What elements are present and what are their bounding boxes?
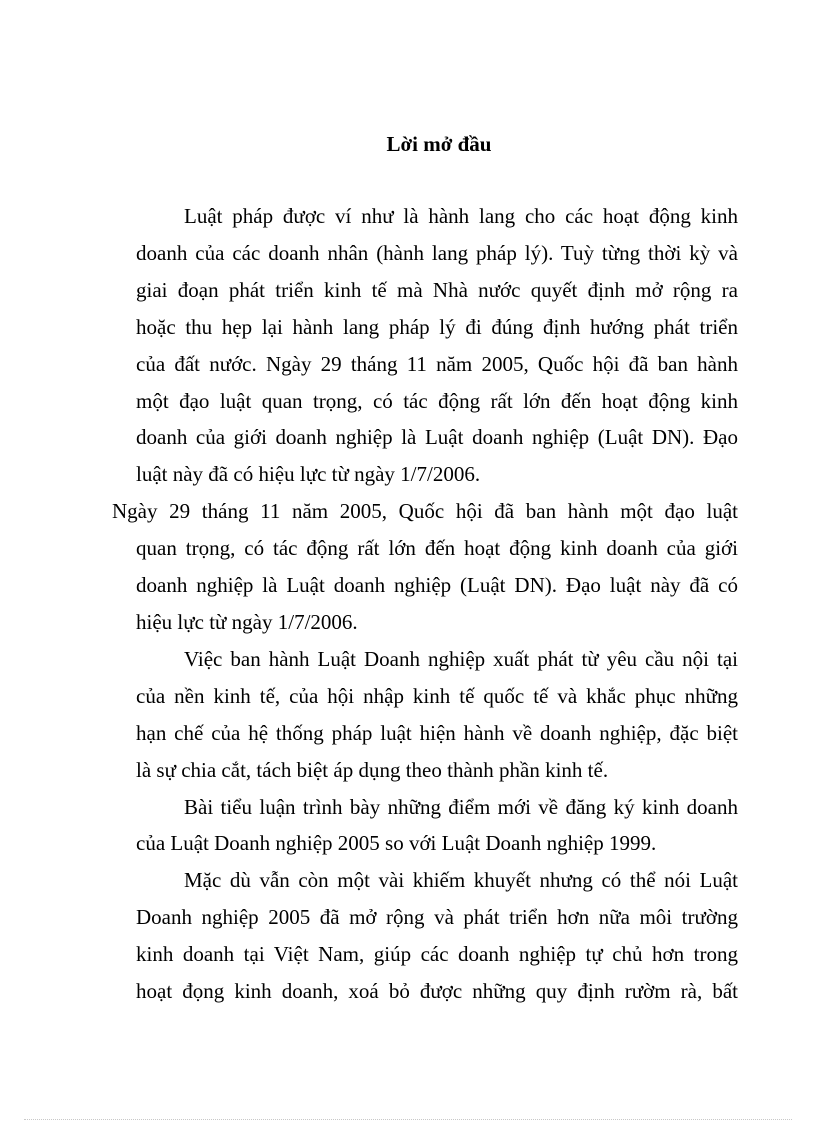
paragraph xyxy=(136,862,738,1010)
text-line: kinh doanh tại Việt Nam, giúp các doanh nghiệp tự chủ hơn trong xyxy=(136,942,738,967)
document-body xyxy=(112,198,738,1010)
text-line: doanh của các doanh nhân (hành lang pháp lý). Tuỳ từng thời kỳ và xyxy=(136,240,738,265)
text-line: là sự chia cắt, tách biệt áp dụng theo thành phần kinh tế. xyxy=(136,757,609,782)
text-line: Việc ban hành Luật Doanh nghiệp xuất phát từ yêu cầu nội tại xyxy=(184,646,738,671)
text-line: Ngày 29 tháng 11 năm 2005, Quốc hội đã ban hành một đạo luật xyxy=(112,499,738,524)
text-line: hiệu lực từ ngày 1/7/2006. xyxy=(136,609,358,634)
page-title: Lời mở đầu xyxy=(386,132,492,156)
text-line: của Luật Doanh nghiệp 2005 so với Luật Doanh nghiệp 1999. xyxy=(136,831,657,856)
text-line: hoặc thu hẹp lại hành lang pháp lý đi đúng định hướng phát triển xyxy=(136,314,738,339)
text-line: một đạo luật quan trọng, có tác động rất lớn đến hoạt động kinh xyxy=(136,388,738,413)
text-line: Mặc dù vẫn còn một vài khiếm khuyết nhưng có thể nói Luật xyxy=(184,868,738,893)
text-line: Luật pháp được ví như là hành lang cho các hoạt động kinh xyxy=(184,204,738,228)
text-line: Bài tiểu luận trình bày những điểm mới về đăng ký kinh doanh xyxy=(184,794,738,819)
paragraph xyxy=(136,789,738,863)
text-line: của nền kinh tế, của hội nhập kinh tế quốc tế và khắc phục những xyxy=(136,683,738,708)
text-line: hạn chế của hệ thống pháp luật hiện hành về doanh nghiệp, đặc biệt xyxy=(136,720,738,745)
text-line: hoạt đọng kinh doanh, xoá bỏ được những quy định rườm rà, bất xyxy=(136,979,738,1004)
paragraph xyxy=(136,641,738,789)
text-line: quan trọng, có tác động rất lớn đến hoạt động kinh doanh của giới xyxy=(136,536,738,561)
paragraph xyxy=(112,493,738,641)
text-line: luật này đã có hiệu lực từ ngày 1/7/2006. xyxy=(136,462,481,487)
text-line: của đất nước. Ngày 29 tháng 11 năm 2005, Quốc hội đã ban hành xyxy=(136,351,738,376)
page-bottom-divider xyxy=(24,1119,792,1120)
text-line: doanh của giới doanh nghiệp là Luật doanh nghiệp (Luật DN). Đạo xyxy=(136,425,738,450)
paragraph xyxy=(136,198,738,493)
text-line: doanh nghiệp là Luật doanh nghiệp (Luật DN). Đạo luật này đã có xyxy=(136,573,738,598)
text-line: Doanh nghiệp 2005 đã mở rộng và phát triển hơn nữa môi trường xyxy=(136,905,738,930)
text-line: giai đoạn phát triển kinh tế mà Nhà nước quyết định mở rộng ra xyxy=(136,277,738,302)
